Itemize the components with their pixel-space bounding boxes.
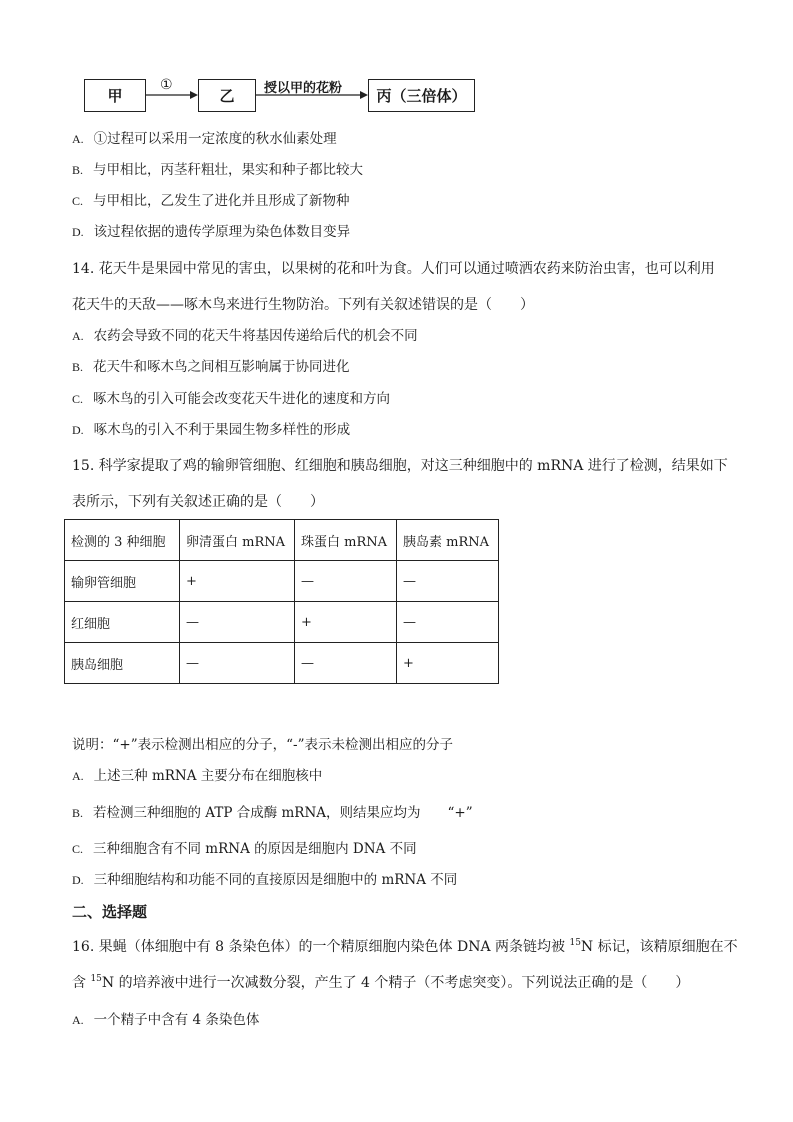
q15-option-b: [72, 804, 473, 822]
table-cell: +: [295, 602, 397, 643]
table-cell: —: [295, 561, 397, 602]
q14-option-a: [72, 327, 418, 345]
q14-option-d: [72, 421, 350, 439]
option-text: 花天牛和啄木鸟之间相互影响属于协同进化: [93, 359, 350, 375]
option-letter: D.: [72, 873, 84, 887]
q16-text-part: N 标记，该精原细胞在不: [580, 939, 738, 955]
option-text: 三种细胞含有不同 mRNA 的原因是细胞内 DNA 不同: [93, 841, 417, 857]
q13-option-b: [72, 161, 363, 179]
q16-text-part: 含: [72, 975, 91, 991]
table-cell: —: [397, 561, 499, 602]
box-yi: 乙: [198, 79, 256, 112]
option-text: 上述三种 mRNA 主要分布在细胞核中: [93, 768, 323, 784]
q13-option-d: [72, 223, 350, 241]
option-letter: B.: [72, 163, 84, 177]
box-bing: 丙（三倍体）: [368, 79, 475, 112]
option-letter: C.: [72, 842, 84, 856]
isotope-superscript: 15: [90, 974, 102, 984]
mrna-table: [64, 519, 499, 684]
q15-option-d: [72, 871, 457, 889]
option-text: 一个精子中含有 4 条染色体: [93, 1012, 260, 1028]
q15-stem-line2: 表所示，下列有关叙述正确的是（ ）: [72, 494, 324, 510]
option-letter: A.: [72, 329, 84, 343]
q15-option-c: [72, 840, 417, 858]
option-text: 与甲相比，丙茎秆粗壮，果实和种子都比较大: [93, 162, 364, 178]
box-jia: 甲: [84, 79, 146, 112]
option-text: 三种细胞结构和功能不同的直接原因是细胞中的 mRNA 不同: [93, 872, 458, 888]
option-letter: A.: [72, 769, 84, 783]
table-header-cell: 卵清蛋白 mRNA: [180, 520, 295, 561]
option-letter: B.: [72, 806, 84, 820]
option-text: 农药会导致不同的花天牛将基因传递给后代的机会不同: [93, 328, 418, 344]
table-header-cell: 珠蛋白 mRNA: [295, 520, 397, 561]
option-text: 啄木鸟的引入不利于果园生物多样性的形成: [93, 422, 351, 438]
table-header-cell: 检测的 3 种细胞: [65, 520, 180, 561]
table-cell: 胰岛细胞: [65, 643, 180, 684]
table-cell: +: [397, 643, 499, 684]
table-cell: 红细胞: [65, 602, 180, 643]
table-row: [65, 561, 499, 602]
table-cell: +: [180, 561, 295, 602]
q16-stem-line1: [72, 938, 738, 956]
option-text: 啄木鸟的引入可能会改变花天牛进化的速度和方向: [93, 391, 391, 407]
step-1-label: ①: [160, 77, 173, 93]
q16-stem-line2: [72, 974, 689, 992]
option-letter: C.: [72, 194, 84, 208]
q15-stem-line1: 15. 科学家提取了鸡的输卵管细胞、红细胞和胰岛细胞，对这三种细胞中的 mRNA 进行了检测，结果如下: [72, 458, 728, 474]
table-row: [65, 602, 499, 643]
option-letter: B.: [72, 360, 84, 374]
option-letter: D.: [72, 225, 84, 239]
q13-option-c: [72, 192, 350, 210]
table-cell: —: [180, 602, 295, 643]
table-cell: —: [180, 643, 295, 684]
q15-option-a: [72, 767, 322, 785]
q16-option-a: [72, 1011, 259, 1029]
q13-option-a: [72, 130, 337, 148]
option-text: 若检测三种细胞的 ATP 合成酶 mRNA，则结果应均为 “+”: [93, 805, 473, 821]
table-cell: —: [397, 602, 499, 643]
q14-option-b: [72, 358, 350, 376]
table-cell: 输卵管细胞: [65, 561, 180, 602]
option-letter: D.: [72, 423, 84, 437]
step-2-label: 授以甲的花粉: [264, 81, 343, 96]
q16-text-part: 16. 果蝇（体细胞中有 8 条染色体）的一个精原细胞内染色体 DNA 两条链均被: [72, 939, 570, 955]
table-header-cell: 胰岛素 mRNA: [397, 520, 499, 561]
q15-note: 说明：“+”表示检测出相应的分子，“-”表示未检测出相应的分子: [72, 737, 453, 753]
isotope-superscript: 15: [569, 938, 581, 948]
q14-option-c: [72, 390, 390, 408]
table-cell: —: [295, 643, 397, 684]
q14-stem-line2: 花天牛的天敌——啄木鸟来进行生物防治。下列有关叙述错误的是（ ）: [72, 297, 534, 313]
option-letter: C.: [72, 392, 84, 406]
q14-stem-line1: 14. 花天牛是果园中常见的害虫，以果树的花和叶为食。人们可以通过喷洒农药来防治虫害，也可以利用: [72, 261, 715, 277]
section-heading: 二、选择题: [72, 903, 148, 921]
option-letter: A.: [72, 132, 84, 146]
q16-text-part: N 的培养液中进行一次减数分裂，产生了 4 个精子（不考虑突变）。下列说法正确的是（ ）: [101, 975, 690, 991]
option-text: ①过程可以采用一定浓度的秋水仙素处理: [93, 131, 337, 147]
option-text: 该过程依据的遗传学原理为染色体数目变异: [93, 224, 351, 240]
table-row: [65, 643, 499, 684]
option-letter: A.: [72, 1013, 84, 1027]
table-header-row: [65, 520, 499, 561]
option-text: 与甲相比，乙发生了进化并且形成了新物种: [93, 193, 350, 209]
